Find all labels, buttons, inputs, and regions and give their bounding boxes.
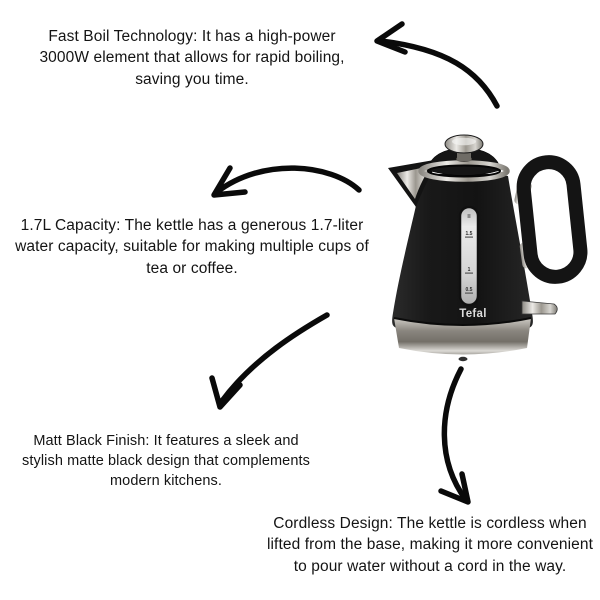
power-switch-lever — [522, 301, 557, 314]
kettle-base-band — [394, 318, 531, 361]
curved-arrow-to-fast-boil-icon — [377, 24, 497, 106]
kettle-product-image — [370, 115, 600, 365]
brand-logo: Tefal — [459, 308, 487, 320]
curved-arrow-to-capacity-icon — [214, 168, 359, 195]
kettle-handle — [514, 160, 583, 280]
curved-arrow-to-matt-black-icon — [212, 315, 327, 407]
gauge-mark-mid: 1 — [467, 267, 471, 273]
gauge-mark-min: 0.5 — [465, 287, 473, 293]
feature-text-matt-black: Matt Black Finish: It features a sleek and stylish matte black design that complements modern kitchens. — [22, 433, 310, 489]
water-level-gauge — [460, 207, 478, 305]
feature-text-fast-boil: Fast Boil Technology: It has a high-power 3000W element that allows for rapid boiling, saving you time. — [39, 28, 345, 88]
feature-text-capacity: 1.7L Capacity: The kettle has a generous 1.7-liter water capacity, suitable for making multiple cups of tea or coffee. — [15, 217, 369, 277]
gauge-mark-max: 1.5 — [465, 231, 473, 237]
curved-arrow-to-cordless-icon — [441, 369, 468, 502]
feature-text-cordless: Cordless Design: The kettle is cordless when lifted from the base, making it more convenient to pour water without a cord in the way. — [266, 515, 594, 575]
